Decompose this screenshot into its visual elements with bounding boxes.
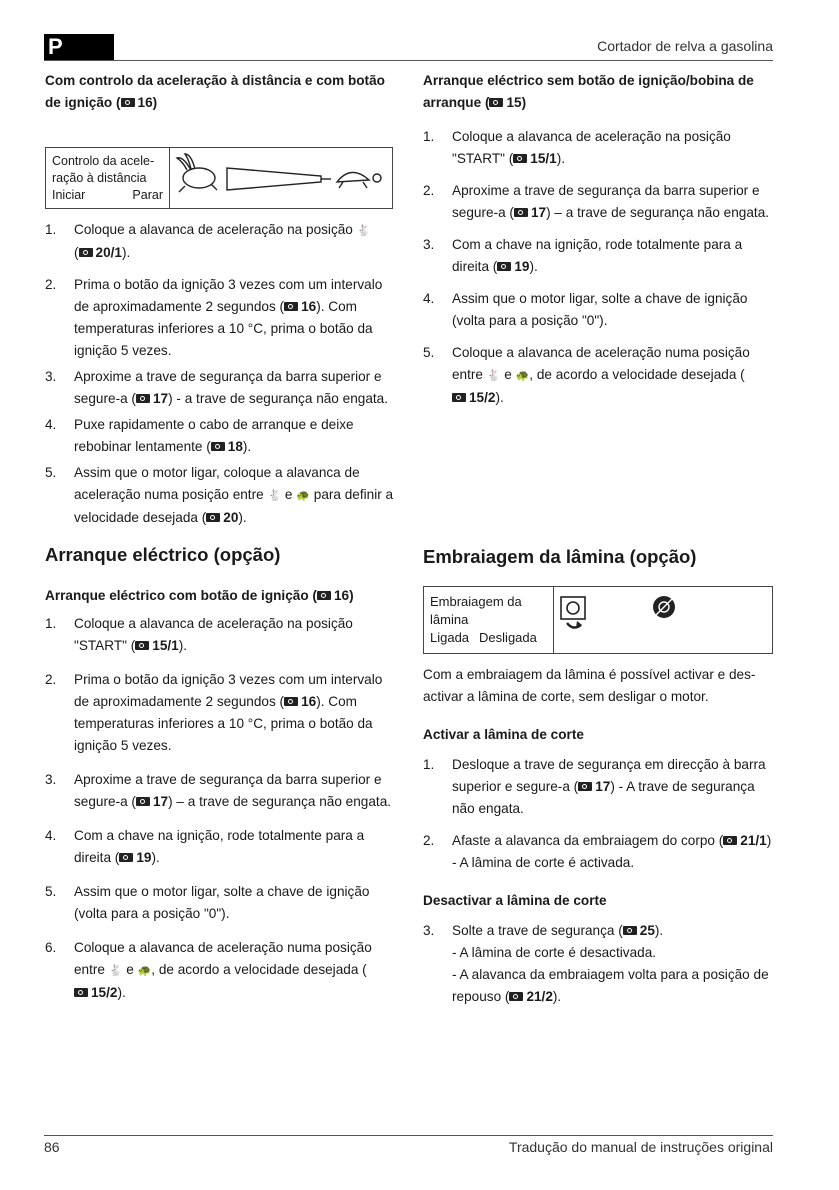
- list-item: 1. Coloque a alavanca de aceleração na posição "START" ( 15/1).: [423, 129, 731, 166]
- list-item: 5. Assim que o motor ligar, coloque a alavanca de aceleração numa posição entre 🐇 e 🐢 para definir a velocidade desejada ( 20).: [45, 465, 394, 525]
- hare-icon: 🐇: [267, 490, 282, 502]
- book-icon: [206, 513, 220, 522]
- blade-clutch-graphic: [555, 587, 772, 653]
- header-divider: [44, 60, 773, 61]
- blade-clutch-label: Embraiagem da lâmina: [430, 594, 522, 627]
- language-badge: P: [44, 34, 114, 60]
- blade-off-icon: [653, 596, 675, 618]
- book-icon: [284, 302, 298, 311]
- turtle-icon: 🐢: [296, 490, 310, 502]
- turtle-icon: 🐢: [137, 965, 152, 977]
- list-item: 3. Com a chave na ignição, rode totalmente para a direita ( 19).: [423, 237, 743, 274]
- book-icon: [284, 697, 298, 706]
- list-item: 6. Coloque a alavanca de aceleração numa posição entre 🐇 e 🐢, de acordo a velocidade desejada (15/2).: [45, 940, 372, 1000]
- book-icon: [509, 992, 523, 1001]
- book-icon: [136, 797, 150, 806]
- activate-blade-steps: [423, 754, 773, 874]
- book-icon: [723, 836, 737, 845]
- left-column-electric: [45, 543, 395, 1004]
- blade-clutch-intro: Com a embraiagem da lâmina é possível activar e des-activar a lâmina de corte, sem desligar o motor.: [423, 667, 756, 704]
- blade-on-icon: [561, 597, 585, 628]
- book-icon: [119, 853, 133, 862]
- remote-throttle-heading: Com controlo da aceleração à distância e com botão de ignição ( 16): [45, 73, 385, 110]
- list-item: 3. Aproxime a trave de segurança da barra superior e segure-a ( 17) - a trave de segurança não engata.: [45, 369, 389, 406]
- book-icon: [623, 926, 637, 935]
- list-item: 5. Assim que o motor ligar, solte a chave de ignição (volta para a posição "0").: [45, 884, 370, 921]
- book-icon: [317, 591, 331, 600]
- book-icon: [513, 154, 527, 163]
- on-label: Ligada: [430, 630, 470, 645]
- right-column: [423, 70, 773, 409]
- blade-clutch-table: [423, 586, 773, 654]
- stop-label: Parar: [132, 188, 163, 202]
- book-icon: [489, 98, 503, 107]
- electric-start-heading: Arranque eléctrico (opção): [45, 544, 281, 565]
- book-icon: [135, 641, 149, 650]
- list-item: 2. Aproxime a trave de segurança da barra superior e segure-a ( 17) – a trave de segurança não engata.: [423, 183, 770, 220]
- electric-no-ignition-heading: Arranque eléctrico sem botão de ignição/bobina de arranque ( 15): [423, 73, 754, 110]
- hare-icon: 🐇: [486, 370, 501, 382]
- electric-no-ignition-steps: [423, 126, 773, 409]
- list-item: 4. Com a chave na ignição, rode totalmente para a direita ( 19).: [45, 828, 365, 865]
- book-icon: [121, 98, 135, 107]
- list-item: 2. Prima o botão da ignição 3 vezes com um intervalo de aproximadamente 2 segundos ( 16). Com temperaturas inferiores a 10 °C, prima o botão da ignição 5 vezes.: [45, 672, 383, 753]
- deactivate-blade-steps: [423, 920, 773, 1008]
- list-item: 4. Assim que o motor ligar, solte a chave de ignição (volta para a posição "0").: [423, 291, 748, 328]
- page-number: 86: [44, 1139, 60, 1155]
- list-item: 1. Desloque a trave de segurança em direcção à barra superior e segure-a ( 17) - A trave de segurança não engata.: [423, 757, 766, 816]
- remote-throttle-steps: [45, 219, 395, 529]
- left-column: [45, 70, 395, 529]
- right-column-blade: [423, 545, 773, 1008]
- book-icon: [79, 248, 93, 257]
- book-icon: [211, 442, 225, 451]
- document-title: Cortador de relva a gasolina: [597, 38, 773, 54]
- throttle-control-table: [45, 147, 393, 209]
- book-icon: [74, 988, 88, 997]
- book-icon: [578, 782, 592, 791]
- electric-start-steps: [45, 613, 395, 1004]
- book-icon: [497, 262, 511, 271]
- off-label: Desligada: [479, 630, 537, 645]
- blade-clutch-heading: Embraiagem da lâmina (opção): [423, 546, 697, 567]
- list-item: 5. Coloque a alavanca de aceleração numa posição entre 🐇 e 🐢, de acordo a velocidade desejada (15/2).: [423, 345, 750, 405]
- hare-icon: 🐇: [108, 965, 123, 977]
- turtle-icon: 🐢: [515, 370, 530, 382]
- list-item: 3. Solte a trave de segurança ( 25). - A lâmina de corte é desactivada. - A alavanca da embraiagem volta para a posição de repouso ( 21/2).: [423, 923, 769, 1004]
- throttle-graphic: [171, 148, 393, 208]
- hare-icon: 🐇: [356, 225, 371, 237]
- start-label: Iniciar: [52, 188, 86, 202]
- list-item: 2. Afaste a alavanca da embraiagem do corpo ( 21/1) - A lâmina de corte é activada.: [423, 833, 772, 870]
- book-icon: [514, 208, 528, 217]
- speed-wedge: [227, 168, 331, 190]
- book-icon: [452, 393, 466, 402]
- turtle-icon: [337, 172, 381, 188]
- footer-note: Tradução do manual de instruções original: [508, 1139, 773, 1155]
- book-icon: [136, 394, 150, 403]
- footer-divider: [44, 1135, 773, 1136]
- list-item: 1. Coloque a alavanca de aceleração na posição "START" ( 15/1).: [45, 616, 353, 653]
- deactivate-blade-heading: Desactivar a lâmina de corte: [423, 893, 607, 908]
- activate-blade-heading: Activar a lâmina de corte: [423, 727, 584, 742]
- list-item: 4. Puxe rapidamente o cabo de arranque e deixe rebobinar lentamente ( 18).: [45, 417, 354, 454]
- hare-icon: [177, 154, 217, 192]
- list-item: 3. Aproxime a trave de segurança da barra superior e segure-a ( 17) – a trave de segurança não engata.: [45, 772, 392, 809]
- throttle-control-label: Controlo da acele-ração à distância: [52, 154, 155, 185]
- list-item: 1. Coloque a alavanca de aceleração na posição 🐇 ( 20/1).: [45, 222, 371, 260]
- electric-start-subheading: Arranque eléctrico com botão de ignição ( 16): [45, 588, 354, 603]
- list-item: 2. Prima o botão da ignição 3 vezes com um intervalo de aproximadamente 2 segundos ( 16). Com temperaturas inferiores a 10 °C, prima o botão da ignição 5 vezes.: [45, 277, 383, 358]
